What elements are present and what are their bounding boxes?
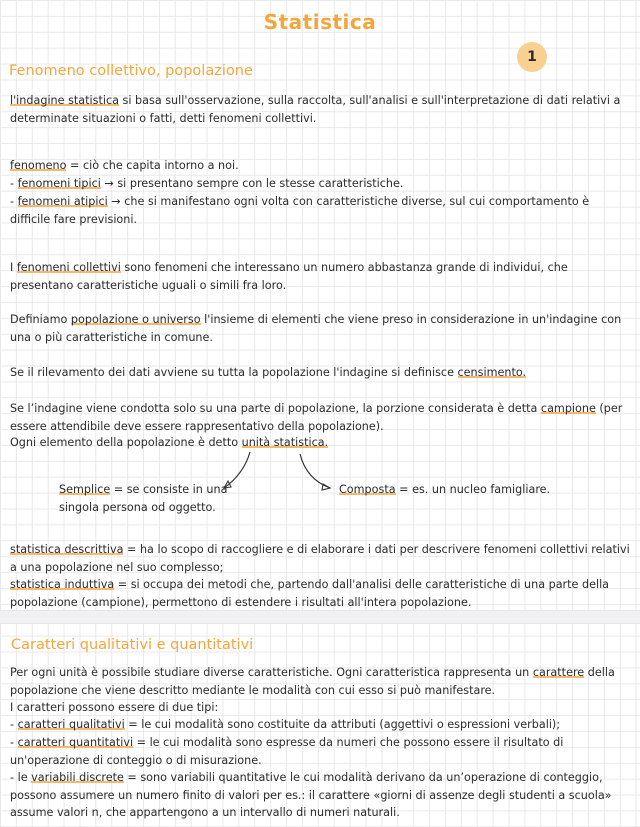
paragraph-collettivi: I fenomeni collettivi sono fenomeni che interessano un numero abbastanza grande di individui, che presentano caratteristiche uguali o simili fra loro. xyxy=(10,261,568,292)
highlight: Composta xyxy=(339,483,396,496)
highlight: carattere xyxy=(532,666,585,679)
highlight: campione xyxy=(540,402,596,415)
paragraph-descrittiva: statistica descrittiva = ha lo scopo di raccogliere e di elaborare i dati per descrivere fenomeni collettivi relativi a una popolazione nel suo complesso; xyxy=(10,543,630,574)
page-title: Statistica xyxy=(263,10,377,34)
highlight: fenomeni atipici xyxy=(17,195,108,208)
page-divider xyxy=(0,610,640,624)
highlight: statistica induttiva xyxy=(10,578,115,591)
note-composta: Composta = es. un nucleo famigliare. xyxy=(339,483,551,496)
list-item-tipici: - fenomeni tipici → si presentano sempre con le stesse caratteristiche. xyxy=(10,177,404,190)
paragraph-tipi: I caratteri possono essere di due tipi: xyxy=(10,701,219,714)
note-semplice: Semplice = se consiste in una singola persona od oggetto. xyxy=(59,483,228,514)
arrowhead-right xyxy=(322,484,330,490)
paragraph-fenomeno: fenomeno = ciò che capita intorno a noi. xyxy=(10,159,239,172)
list-item-qualitativi: - caratteri qualitativi = le cui modalità sono costituite da attributi (aggettivi o espressioni verbali); xyxy=(10,718,561,731)
paragraph-censimento: Se il rilevamento dei dati avviene su tutta la popolazione l'indagine si definisce censimento. xyxy=(10,366,527,379)
highlight: variabili discrete xyxy=(31,771,124,784)
list-item-atipici: - fenomeni atipici → che si manifestano ogni volta con caratteristiche diverse, sul cui comportamento è difficile fare previsioni. xyxy=(10,195,590,226)
highlight: fenomeni tipici xyxy=(17,177,101,190)
highlight: popolazione o universo xyxy=(70,313,201,326)
highlight: Semplice xyxy=(59,483,111,496)
paragraph-popolazione: Definiamo popolazione o universo l'insieme di elementi che viene preso in considerazione in un'indagine con una o più caratteristiche in comune. xyxy=(10,313,622,344)
paragraph-unita: Ogni elemento della popolazione è detto unità statistica. xyxy=(10,436,329,449)
highlight: statistica descrittiva xyxy=(10,543,124,556)
highlight: unità statistica. xyxy=(241,436,329,449)
highlight: caratteri qualitativi xyxy=(17,718,125,731)
list-item-quantitativi: - caratteri quantitativi = le cui modalità sono espresse da numeri che possono essere il risultato di un'operazione di conteggio o di misurazione. xyxy=(10,736,564,767)
highlight: caratteri quantitativi xyxy=(17,736,134,749)
arrow-right xyxy=(300,454,330,488)
paragraph-intro: l'indagine statistica si basa sull'osservazione, sulla raccolta, sull'analisi e sull'interpretazione di dati relativi a determinate situazioni o fatti, detti fenomeni collettivi. xyxy=(10,94,621,125)
paragraph-induttiva: statistica induttiva = si occupa dei metodi che, partendo dall'analisi delle caratteristiche di una parte della popolazione (campione), permettono di estendere i risultati all'intera popolazione. xyxy=(10,578,610,609)
paragraph-campione: Se l’indagine viene condotta solo su una parte di popolazione, la porzione considerata è detta campione (per essere attendibile deve essere rappresentativo della popolazione). xyxy=(10,402,623,433)
highlight: censimento. xyxy=(457,366,527,379)
highlight: fenomeno xyxy=(10,159,67,172)
highlight: fenomeni collettivi xyxy=(16,261,121,274)
list-item-discrete: - le variabili discrete = sono variabili quantitative le cui modalità derivano da un’operazione di conteggio, possono assumere un numero finito di valori per es.: il carattere «giorni di assenze degli studenti a scuola» assume valori n, che appartengono a un intervallo di numeri naturali. xyxy=(10,771,612,819)
page-number-badge: 1 xyxy=(517,42,547,72)
section-heading-fenomeno: Fenomeno collettivo, popolazione xyxy=(9,63,253,79)
highlight: l'indagine statistica xyxy=(10,94,119,107)
section-heading-caratteri: Caratteri qualitativi e quantitativi xyxy=(11,637,254,653)
paragraph-caratteri: Per ogni unità è possibile studiare diverse caratteristiche. Ogni caratteristica rappresenta un carattere della popolazione che viene descritto mediante le modalità con cui esso si può manifestare. xyxy=(10,666,615,697)
